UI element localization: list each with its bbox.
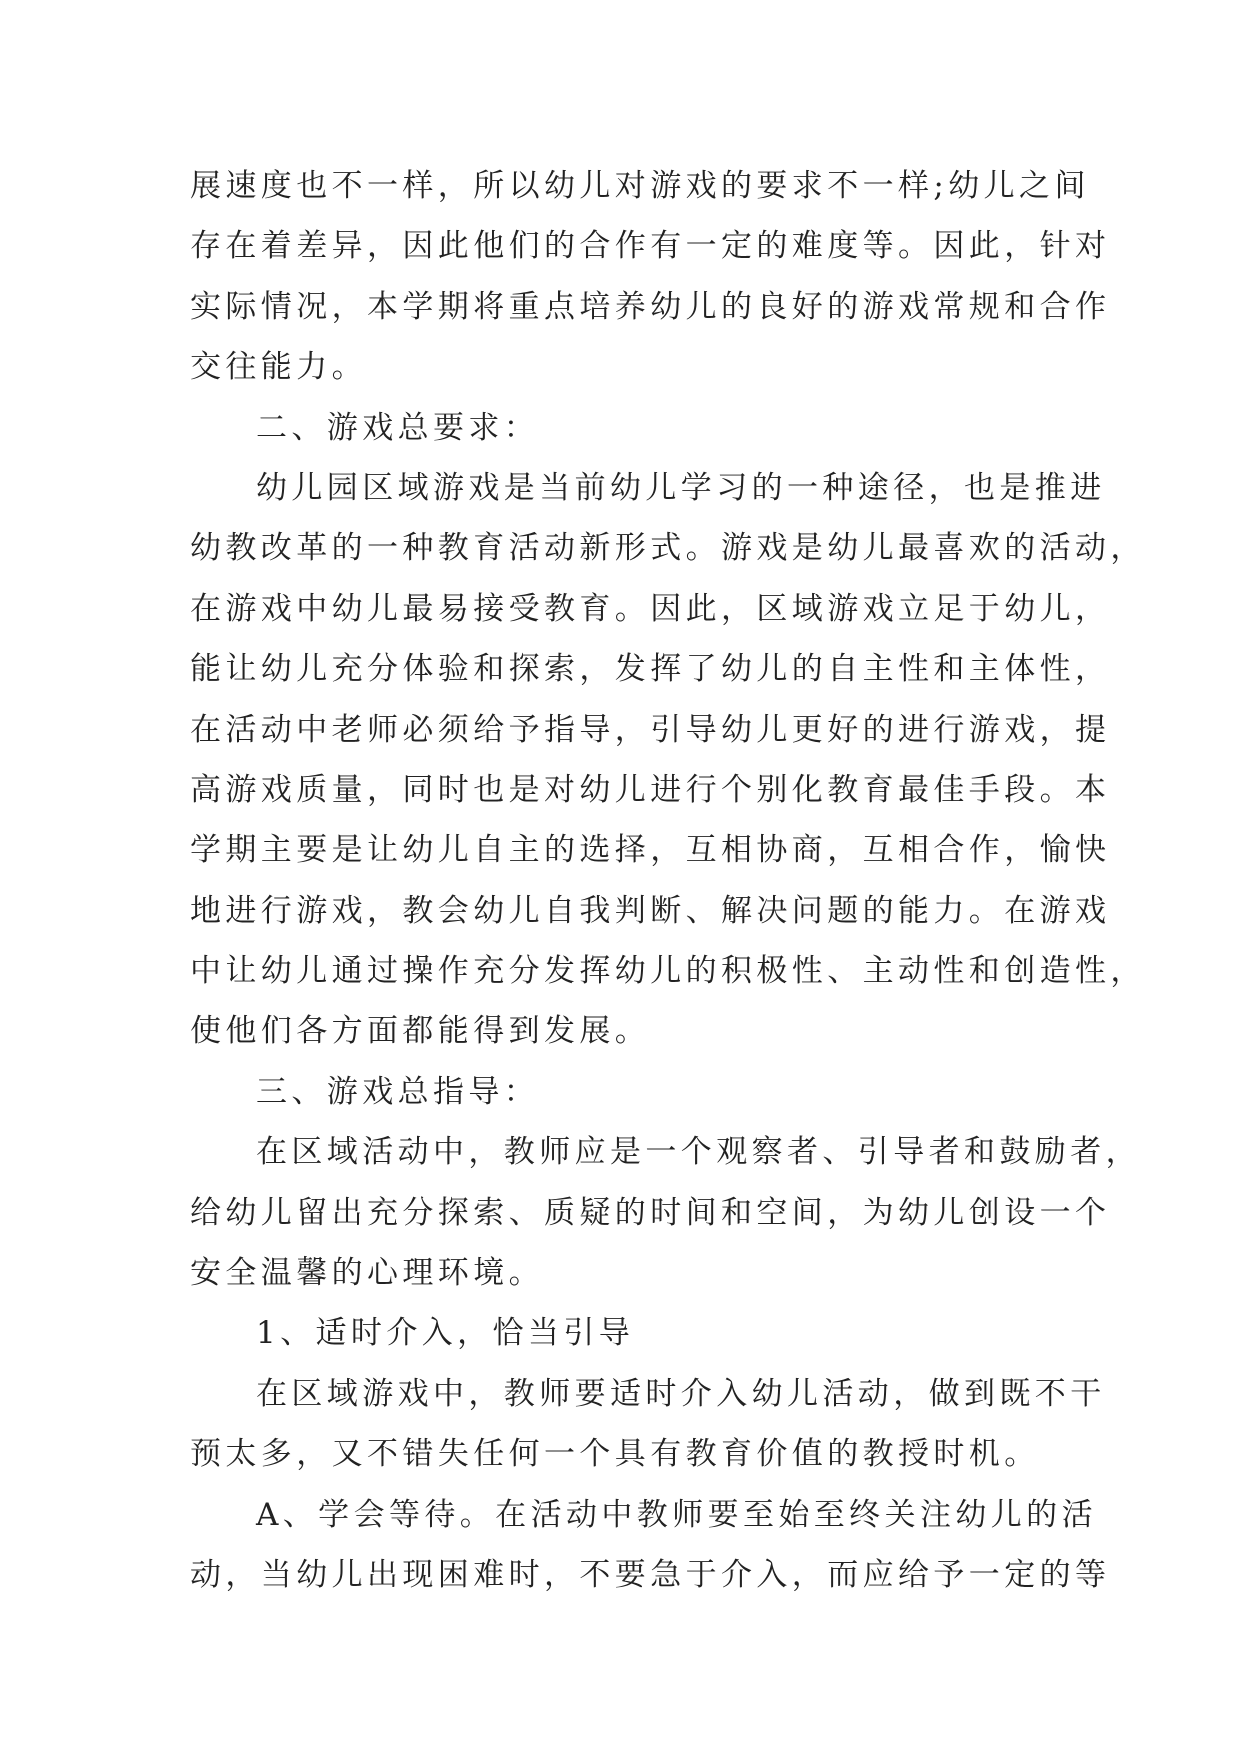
text-line: 存在着差异，因此他们的合作有一定的难度等。因此，针对 (190, 228, 1111, 265)
text-line: 交往能力。 (190, 349, 367, 386)
text-line: 在区域活动中，教师应是一个观察者、引导者和鼓励者， (256, 1134, 1141, 1171)
text-line: 安全温馨的心理环境。 (190, 1255, 544, 1292)
section-heading: 三、游戏总指导： (256, 1073, 540, 1110)
section-heading: 二、游戏总要求： (256, 409, 540, 446)
text-line: 学期主要是让幼儿自主的选择，互相协商，互相合作，愉快 (190, 832, 1111, 869)
document-body (190, 156, 1146, 1605)
text-line: 在游戏中幼儿最易接受教育。因此，区域游戏立足于幼儿， (190, 590, 1111, 627)
text-line: 动，当幼儿出现困难时，不要急于介入，而应给予一定的等 (190, 1556, 1111, 1593)
text-line: 中让幼儿通过操作充分发挥幼儿的积极性、主动性和创造性， (190, 953, 1146, 990)
text-line: 在区域游戏中，教师要适时介入幼儿活动，做到既不干 (256, 1375, 1106, 1412)
text-line: 预太多，又不错失任何一个具有教育价值的教授时机。 (190, 1436, 1040, 1473)
text-line: 幼儿园区域游戏是当前幼儿学习的一种途径，也是推进 (256, 469, 1106, 506)
text-line: 高游戏质量，同时也是对幼儿进行个别化教育最佳手段。本 (190, 771, 1111, 808)
text-line: 幼教改革的一种教育活动新形式。游戏是幼儿最喜欢的活动， (190, 530, 1146, 567)
text-line: 使他们各方面都能得到发展。 (190, 1013, 651, 1050)
text-line: 给幼儿留出充分探索、质疑的时间和空间，为幼儿创设一个 (190, 1194, 1111, 1231)
text-line: A、学会等待。在活动中教师要至始至终关注幼儿的活 (256, 1496, 1097, 1533)
text-line: 能让幼儿充分体验和探索，发挥了幼儿的自主性和主体性， (190, 651, 1111, 688)
text-line: 实际情况，本学期将重点培养幼儿的良好的游戏常规和合作 (190, 288, 1111, 325)
text-line: 在活动中老师必须给予指导，引导幼儿更好的进行游戏，提 (190, 711, 1111, 748)
text-line: 地进行游戏，教会幼儿自我判断、解决问题的能力。在游戏 (190, 892, 1111, 929)
subsection-heading: 1、适时介入，恰当引导 (256, 1315, 635, 1352)
text-line: 展速度也不一样，所以幼儿对游戏的要求不一样;幼儿之间 (190, 168, 1090, 204)
